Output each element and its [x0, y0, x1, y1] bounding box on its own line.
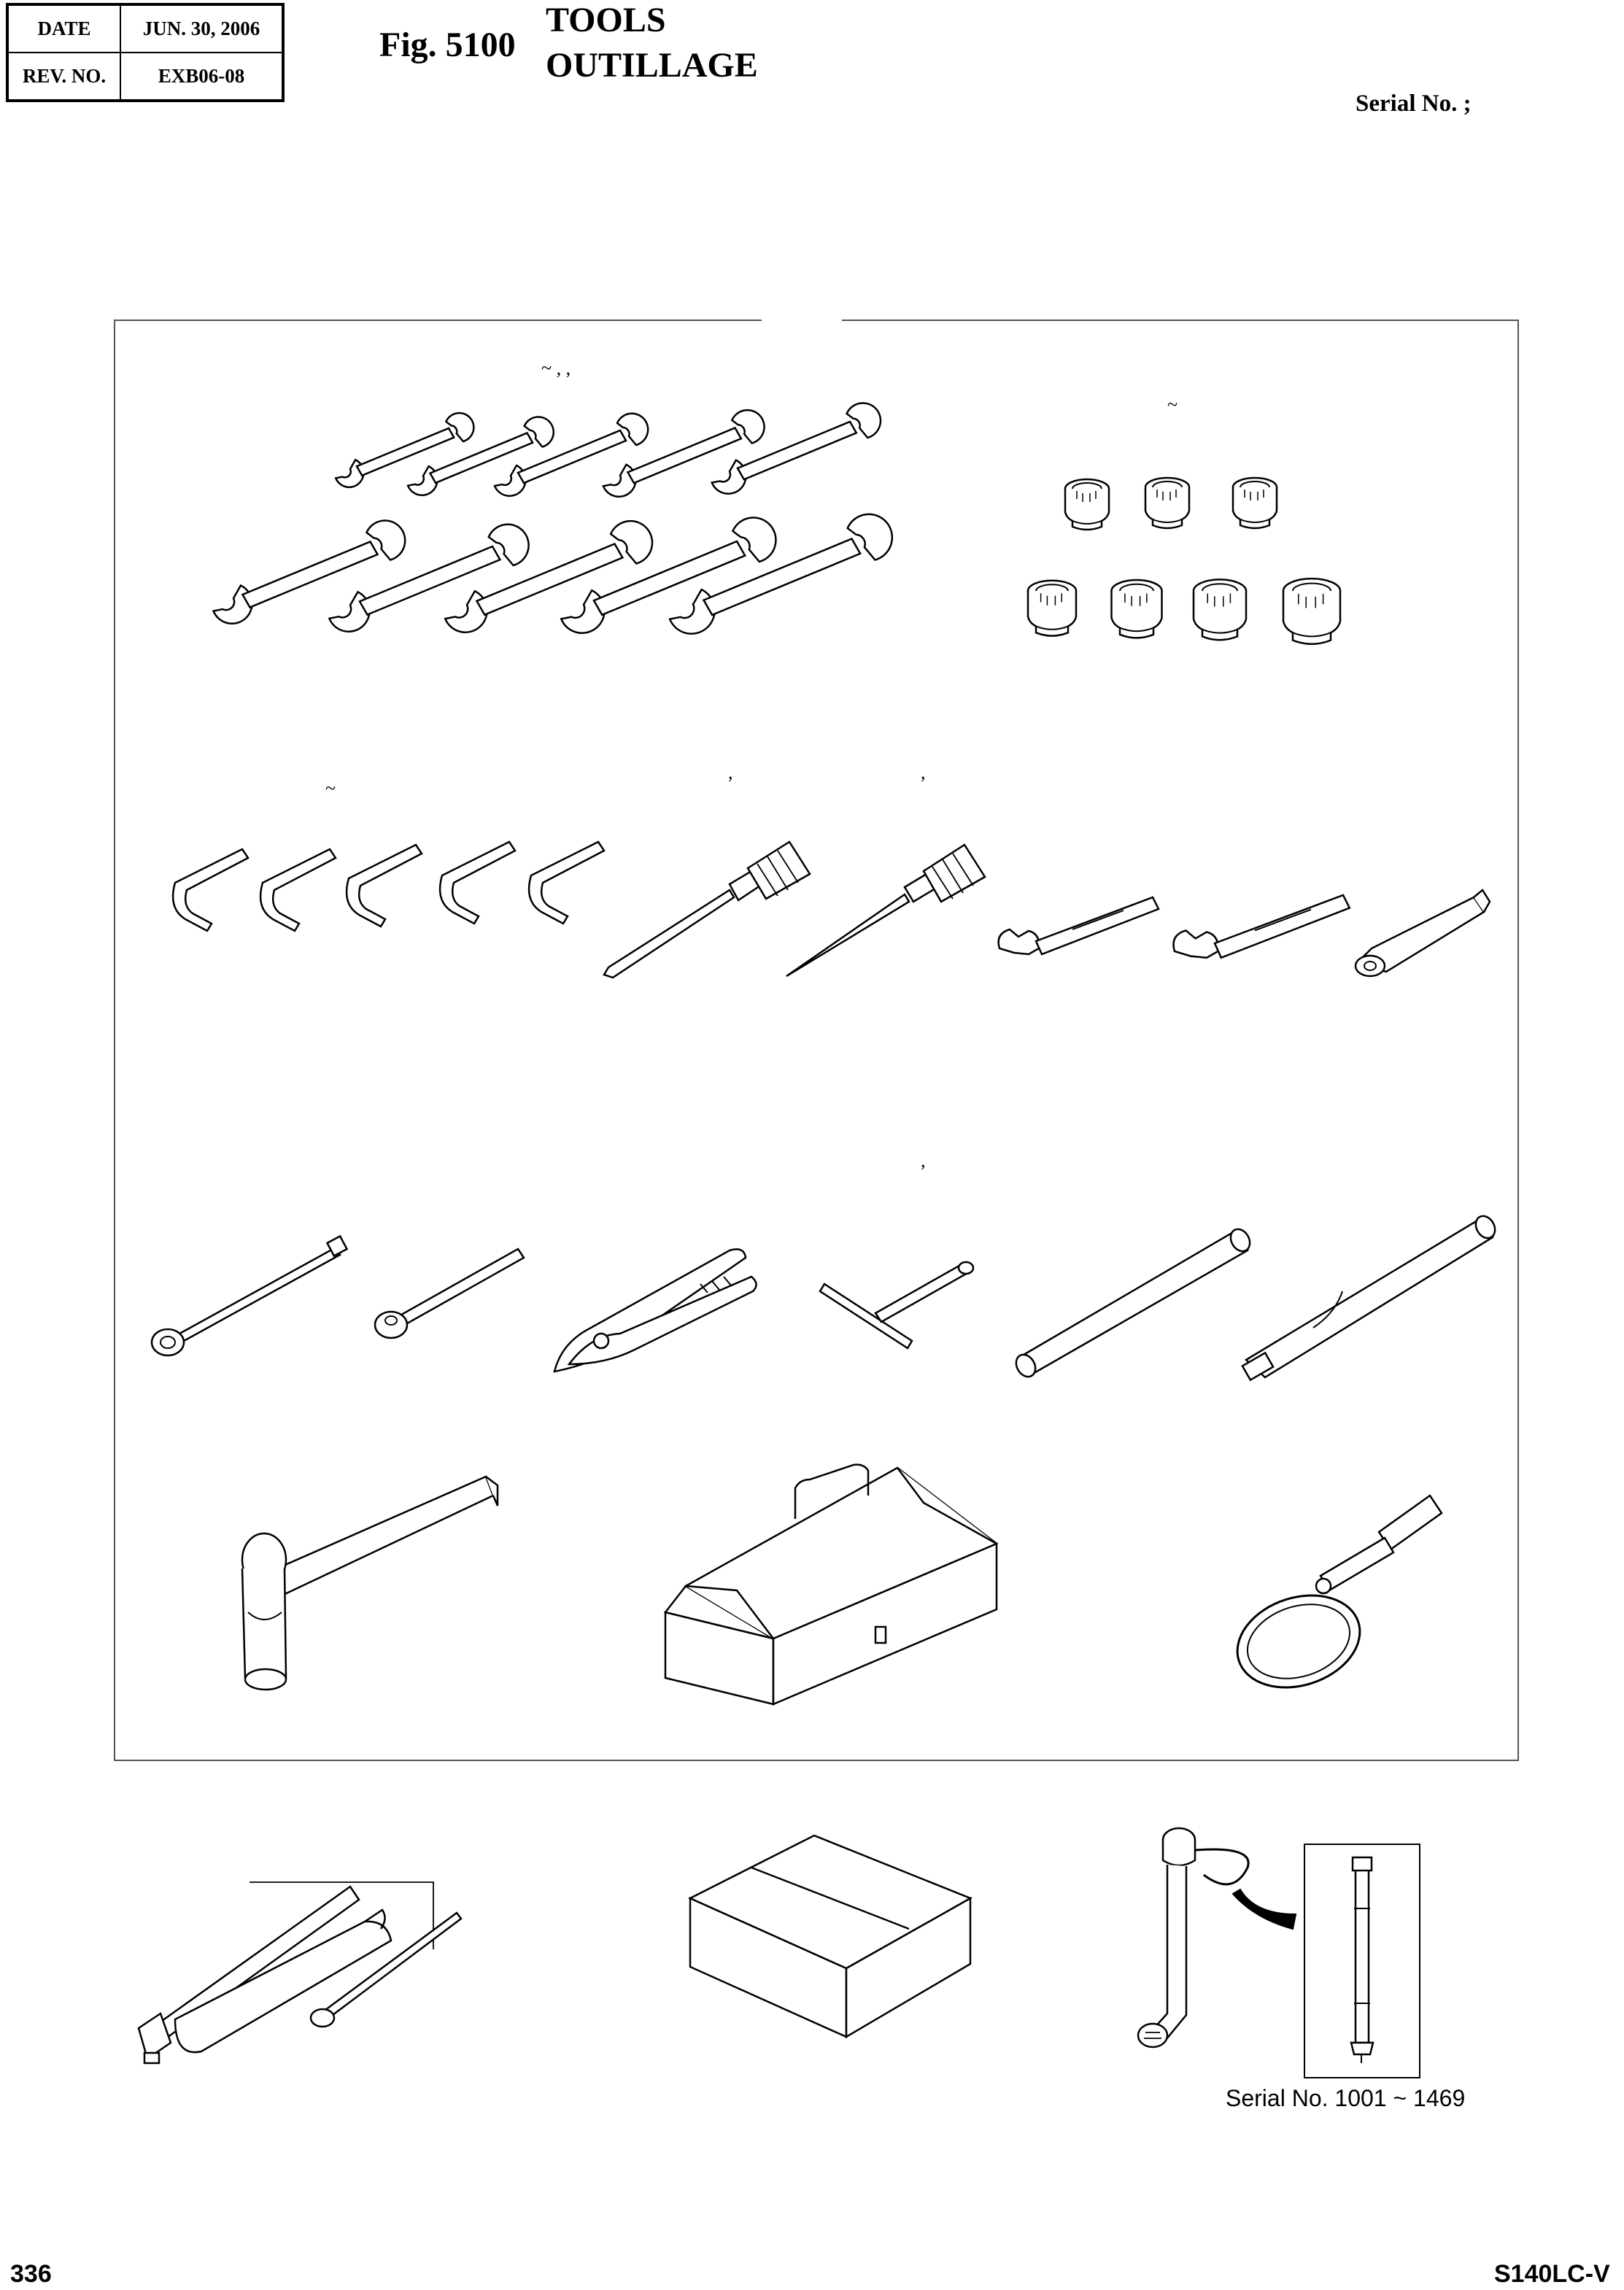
serial-range-note: Serial No. 1001 ~ 1469	[1226, 2085, 1466, 2111]
ratchet-handle-icon	[365, 1240, 540, 1350]
header-table	[6, 3, 285, 102]
socket-set-callout: ~	[1167, 394, 1178, 415]
title-english: TOOLS	[546, 1, 666, 39]
tool-box-icon	[657, 1459, 1007, 1707]
adjustable-wrench-icon	[992, 861, 1357, 978]
serial-label: Serial No. ;	[1356, 90, 1472, 117]
cross-screwdriver-icon	[781, 832, 1021, 985]
hex-key-set-icon	[161, 832, 627, 956]
parts-box-icon	[686, 1831, 978, 2043]
date-label: DATE	[8, 5, 120, 53]
figure-number: Fig. 5100	[379, 26, 516, 64]
hex-keys-callout: ~	[325, 778, 336, 799]
socket-extension-icon	[1342, 875, 1496, 985]
screwdriver-2-callout: ,	[921, 762, 926, 783]
open-end-wrench-set-icon	[204, 387, 890, 649]
wrench-set-callout: ~ , ,	[541, 357, 571, 379]
hammer-icon	[226, 1481, 503, 1707]
hose-assembly-icon	[1124, 1824, 1313, 2065]
socket-bar-icon	[146, 1233, 357, 1364]
flat-bar-icon	[1233, 1204, 1503, 1386]
grease-gun-icon	[131, 1868, 474, 2072]
screwdriver-1-callout: ,	[728, 762, 733, 783]
rev-label: REV. NO.	[8, 53, 120, 100]
frame-gap	[762, 314, 842, 325]
pliers-icon	[540, 1240, 766, 1386]
pipe-bar-icon	[1007, 1218, 1255, 1379]
model-number: S140LC-V	[1494, 2260, 1610, 2288]
rev-value: EXB06-08	[120, 53, 282, 100]
t-handle-wrench-icon	[817, 1255, 985, 1364]
rod-detail-icon	[1303, 1843, 1423, 2081]
pliers-callout: ,	[921, 1150, 926, 1171]
title-french: OUTILLAGE	[546, 46, 758, 85]
page-number: 336	[10, 2260, 52, 2288]
filter-wrench-icon	[1218, 1488, 1452, 1700]
socket-set-icon	[1014, 460, 1357, 649]
date-value: JUN. 30, 2006	[120, 5, 282, 53]
